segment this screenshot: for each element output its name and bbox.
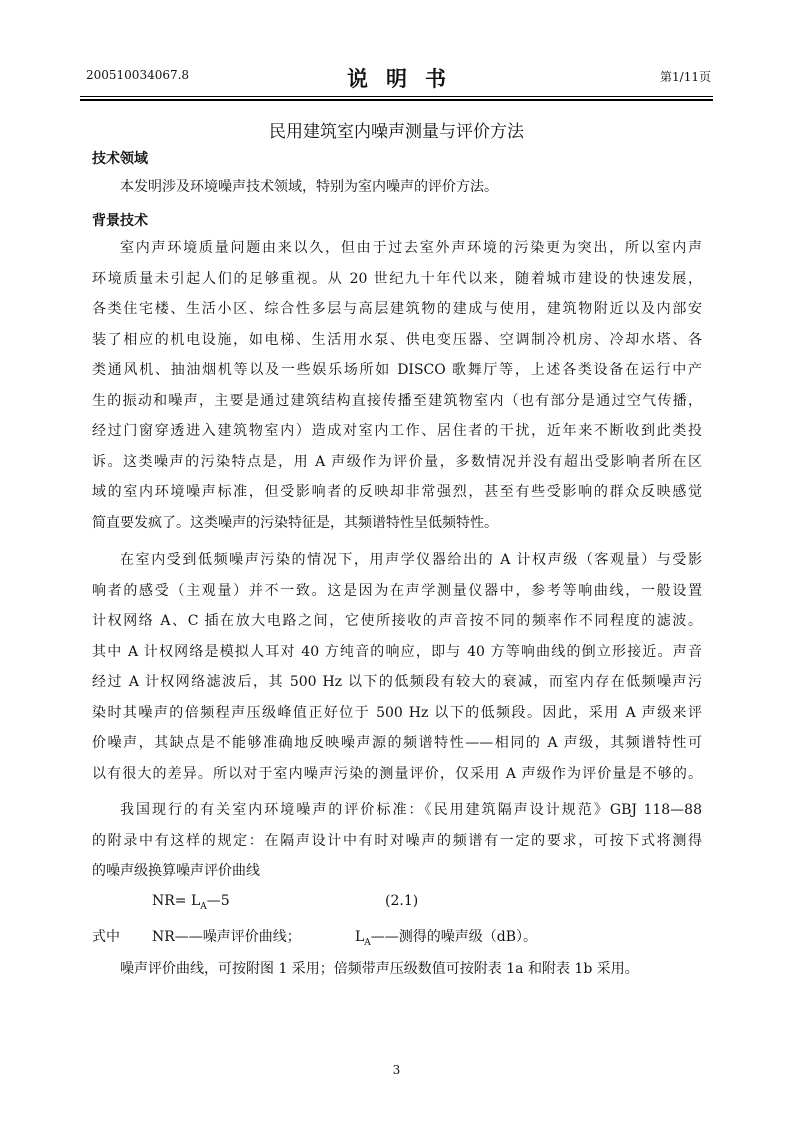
text-line: 的噪声级换算噪声评价曲线 [92,863,260,879]
text-line: 其中 A 计权网络是模拟人耳对 40 方纯音的响应，即与 40 方等响曲线的倒立形接近。声音 [92,643,702,660]
text-line: 染时其噪声的倍频程声压级峰值正好位于 500 Hz 以下的低频段。因此，采用 A 声级来评 [92,704,702,721]
text-line: 计权网络 A、C 插在放大电路之间，它使所接收的声音按不同的频率作不同程度的滤波。 [92,613,702,629]
definition-la-symbol: L [355,929,365,945]
tech-field-paragraph [92,172,702,203]
definition-la [355,926,537,948]
text-line: 的附录中有这样的规定：在隔声设计中有时对噪声的频谱有一定的要求，可按下式将测得 [92,832,702,849]
header-rule [80,96,713,97]
text-line: 我国现行的有关室内环境噪声的评价标准：《民用建筑隔声设计规范》GBJ 118—88 [120,802,702,818]
document-title: 民用建筑室内噪声测量与评价方法 [269,122,524,142]
definition-la-subscript: A [364,937,371,948]
formula-nr [152,893,230,912]
application-number: 200510034067.8 [86,68,190,82]
header-rule-thick [80,99,713,101]
text-line: 类通风机、抽油烟机等以及一些娱乐场所如 DISCO 歌舞厅等，上述各类设备在运行中产 [92,362,702,378]
text-line: 在室内受到低频噪声污染的情况下，用声学仪器给出的 A 计权声级（客观量）与受影 [120,552,702,568]
text-line: 各类住宅楼、生活小区、综合性多层与高层建筑物的建成与使用，建筑物附近以及内部安 [92,301,702,317]
text-line: 响者的感受（主观量）并不一致。这是因为在声学测量仪器中，参考等响曲线，一般设置 [92,582,702,599]
text-line: 环境质量未引起人们的足够重视。从 20 世纪九十年代以来，随着城市建设的快速发展， [92,270,702,287]
text-line: 以有很大的差异。所以对于室内噪声污染的测量评价，仅采用 A 声级作为评价量是不够的。 [92,765,702,782]
page-info: 第1/11页 [660,70,711,84]
formula-rhs: —5 [206,893,230,909]
formula-subscript: A [200,901,207,912]
equation-number: (2.1) [385,893,419,909]
text-line: 室内声环境质量问题由来以久，但由于过去室外声环境的污染更为突出，所以室内声 [120,240,702,256]
text-line: 装了相应的机电设施，如电梯、生活用水泵、供电变压器、空调制冷机房、冷却水塔、各 [92,331,702,348]
text-line: 诉。这类噪声的污染特点是，用 A 声级作为评价量，多数情况并没有超出受影响者所在区 [92,453,702,470]
background-paragraph-1 [92,233,702,538]
text-line: 域的室内环境噪声标准，但受影响者的反映却非常强烈，甚至有些受影响的群众反映感觉 [92,484,702,500]
text-line: 经过门窗穿透进入建筑物室内）造成对室内工作、居住者的干扰，近年来不断收到此类投 [92,423,702,439]
section-heading-background: 背景技术 [92,213,148,229]
formula-lhs: NR= L [152,893,201,909]
text-line: 简直要发疯了。这类噪声的污染特征是，其频谱特性呈低频特性。 [92,514,498,531]
background-paragraph-3 [92,795,702,887]
text-line: 价噪声，其缺点是不能够准确地反映噪声源的频谱特性——相同的 A 声级，其频谱特性可 [92,735,702,751]
text-line: 经过 A 计权网络滤波后，其 500 Hz 以下的低频段有较大的衰减，而室内存在低频噪声污 [92,674,702,690]
where-label: 式中 [92,929,120,945]
definition-nr: NR——噪声评价曲线； [152,929,301,945]
text-line: 本发明涉及环境噪声技术领域，特别为室内噪声的评价方法。 [120,179,498,195]
page-number: 3 [392,1063,401,1077]
text-line: 生的振动和噪声，主要是通过建筑结构直接传播至建筑物室内（也有部分是通过空气传播， [92,392,702,409]
background-paragraph-2 [92,545,702,789]
definition-la-text: ——测得的噪声级（dB）。 [370,929,538,945]
background-paragraph-4: 噪声评价曲线，可按附图 1 采用；倍频带声压级数值可按附表 1a 和附表 1b 采用。 [120,961,639,977]
document-type: 说明书 [347,66,464,91]
section-heading-tech-field: 技术领域 [92,151,148,167]
